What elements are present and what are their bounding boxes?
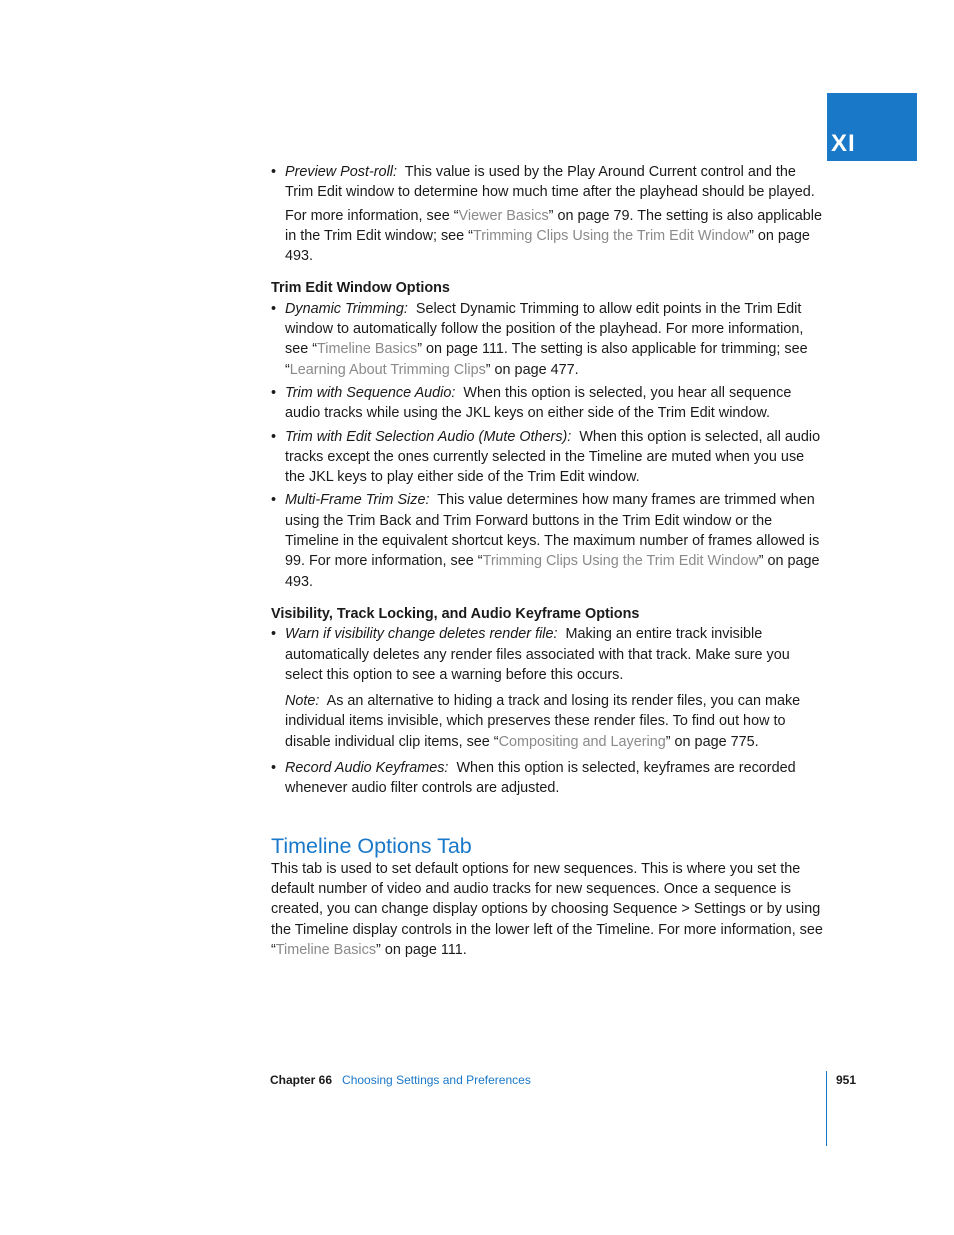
bullet-text: Making an entire track invisible automatically deletes any render files associated with that track. Make sure you select this option to see a warning before this occurs. [285, 626, 790, 683]
trim-edit-heading: Trim Edit Window Options [271, 280, 450, 297]
bullet-text: ” on page 477. [485, 361, 579, 378]
text: This tab is used to set default options for new sequences. This is where you set the default number of video and audio tracks for new sequences. Once a sequence is created, you can change display options by choosing Sequence > Settings or by using the Timeline display controls in the lower left of the Timeline. For more information, see “ [271, 860, 823, 958]
bullet-text: When this option is selected, you hear all sequence audio tracks while using the JKL keys on either side of the Trim Edit window. [285, 384, 792, 422]
page-footer [270, 1073, 531, 1087]
part-tab [827, 93, 917, 161]
bullet-trim-edit-selection-audio [271, 427, 827, 488]
section-title: Timeline Options Tab [271, 833, 472, 858]
bullet-text: ” on page 111. The setting is also applicable for trimming; see “ [285, 341, 808, 378]
text: As an alternative to hiding a track and losing its render files, you can make individual items invisible, which preserves these render files. To find out how to disable individual clip items, see “ [285, 693, 801, 750]
link-compositing-layering[interactable]: Compositing and Layering [498, 733, 666, 750]
page-number: 951 [836, 1073, 857, 1087]
bullet-text: Select Dynamic Trimming to allow edit points in the Trim Edit window to automatically follow the position of the playhead. For more information, see “ [285, 300, 804, 358]
bullet-text: When this option is selected, keyframes are recorded whenever audio filter controls are adjusted. [285, 760, 796, 797]
link-timeline-basics-2[interactable]: Timeline Basics [275, 941, 377, 958]
bullet-dynamic-trimming [271, 299, 827, 380]
bullet-warn-visibility [271, 624, 827, 685]
bullet-text: ” on page 493. [285, 553, 820, 590]
text: ” on page 493. [285, 227, 810, 265]
page-content [271, 162, 827, 960]
post-roll-more-info [271, 206, 827, 267]
chapter-title-link[interactable]: Choosing Settings and Preferences [342, 1073, 531, 1087]
note-label: Note: [285, 693, 320, 710]
bullet-text: This value is used by the Play Around Current control and the Trim Edit window to determine how much time after the playhead should be played. [285, 164, 815, 201]
bullet-record-audio-keyframes [271, 758, 827, 799]
term: Trim with Edit Selection Audio (Mute Others): [285, 428, 572, 445]
text: ” on page 111. [376, 941, 467, 958]
term: Record Audio Keyframes: [285, 760, 449, 777]
term: Preview Post-roll: [285, 164, 397, 180]
section-body [271, 859, 827, 960]
footer-divider [826, 1071, 827, 1146]
text: For more information, see “ [285, 207, 459, 224]
bullet-text: This value determines how many frames are trimmed when using the Trim Back and Trim Forward buttons in the Trim Edit window or the Timeline in the equivalent shortcut keys. The maximum number of frames allowed is 99. For more information, see “ [285, 492, 820, 570]
part-number: XI [831, 130, 856, 157]
visibility-heading: Visibility, Track Locking, and Audio Keyframe Options [271, 605, 640, 622]
note-paragraph [271, 691, 827, 752]
term: Multi-Frame Trim Size: [285, 492, 430, 509]
bullet-trim-sequence-audio [271, 383, 827, 424]
chapter-label: Chapter 66 [270, 1073, 333, 1087]
link-timeline-basics[interactable]: Timeline Basics [317, 341, 418, 358]
text: ” on page 79. The setting is also applicable in the Trim Edit window; see “ [285, 207, 823, 244]
link-viewer-basics[interactable]: Viewer Basics [458, 207, 549, 224]
link-trimming-clips-2[interactable]: Trimming Clips Using the Trim Edit Window [482, 553, 759, 570]
term: Warn if visibility change deletes render file: [285, 626, 558, 643]
bullet-preview-post-roll [271, 162, 827, 203]
link-trimming-clips[interactable]: Trimming Clips Using the Trim Edit Window [472, 227, 750, 244]
bullet-text: When this option is selected, all audio tracks except the ones currently selected in the Timeline are muted when you use the JKL keys to play either side of the Trim Edit window. [285, 428, 821, 486]
bullet-multi-frame-trim [271, 490, 827, 591]
term: Trim with Sequence Audio: [285, 384, 456, 401]
link-learning-trimming[interactable]: Learning About Trimming Clips [289, 361, 486, 378]
term: Dynamic Trimming: [285, 300, 408, 317]
text: ” on page 775. [665, 733, 759, 750]
